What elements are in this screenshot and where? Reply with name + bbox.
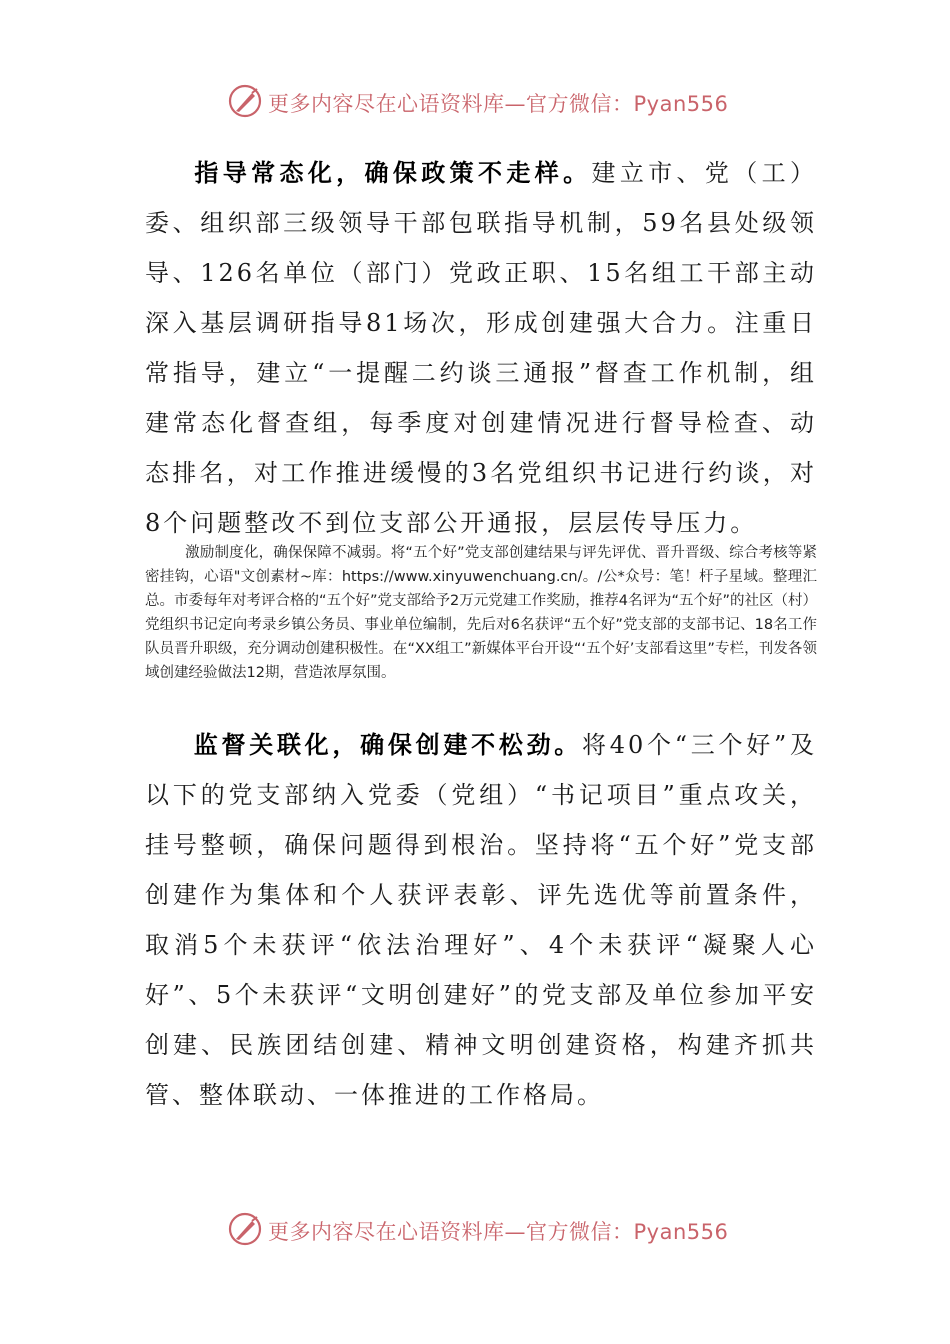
paragraph-body: 将40个“三个好”及以下的党支部纳入党委（党组）“书记项目”重点攻关，挂号整顿，确保问题得到根治。坚持将“五个好”党支部创建作为集体和个人获评表彰、评先选优等前置条件，取消5个未获评“依法治理好”、4个未获评“凝聚人心好”、5个未获评“文明创建好”的党支部及单位参加平安创建、民族团结创建、精神文明创建资格，构建齐抓共管、整体联动、一体推进的工作格局。 [145,731,818,1109]
watermark-text: 更多内容尽在心语资料库—官方微信：Pyan556 [268,92,729,116]
paragraph-incentive [145,541,817,685]
paragraph-body: 建立市、党（工）委、组织部三级领导干部包联指导机制，59名县处级领导、126名单位（部门）党政正职、15名组工干部主动深入基层调研指导81场次，形成创建强大合力。注重日常指导，建立“一提醒二约谈三通报”督查工作机制，组建常态化督查组，每季度对创建情况进行督导检查、动态排名，对工作推进缓慢的3名党组织书记进行约谈，对8个问题整改不到位支部公开通报，层层传导压力。 [145,159,818,537]
paragraph-lead: 监督关联化，确保创建不松劲。 [193,730,583,759]
paragraph-body: 激励制度化，确保保障不减弱。将“五个好”党支部创建结果与评先评优、晋升晋级、综合考核等紧密挂钩，心语"文创素材~库：https://www.xinyuwenchuang.cn/。/公*众号：笔！杆子星域。整理汇总。市委每年对考评合格的“五个好”党支部给予2万元党建工作奖励，推荐4名评为“五个好”的社区（村）党组织书记定向考录乡镇公务员、事业单位编制，先后对6名获评“五个好”党支部的支部书记、18名工作队员晋升职级，充分调动创建积极性。在“XX组工”新媒体平台开设“‘五个好’支部看这里”专栏，刊发各领域创建经验做法12期，营造浓厚氛围。 [145,545,817,681]
paragraph-guidance [145,148,817,548]
quill-logo-icon [228,1212,262,1246]
paragraph-supervision [145,720,817,1120]
watermark-text: 更多内容尽在心语资料库—官方微信：Pyan556 [268,1220,729,1244]
paragraph-lead: 指导常态化，确保政策不走样。 [193,158,592,187]
watermark-banner-top [0,82,950,122]
quill-logo-icon [228,84,262,118]
watermark-banner-bottom [0,1210,950,1250]
